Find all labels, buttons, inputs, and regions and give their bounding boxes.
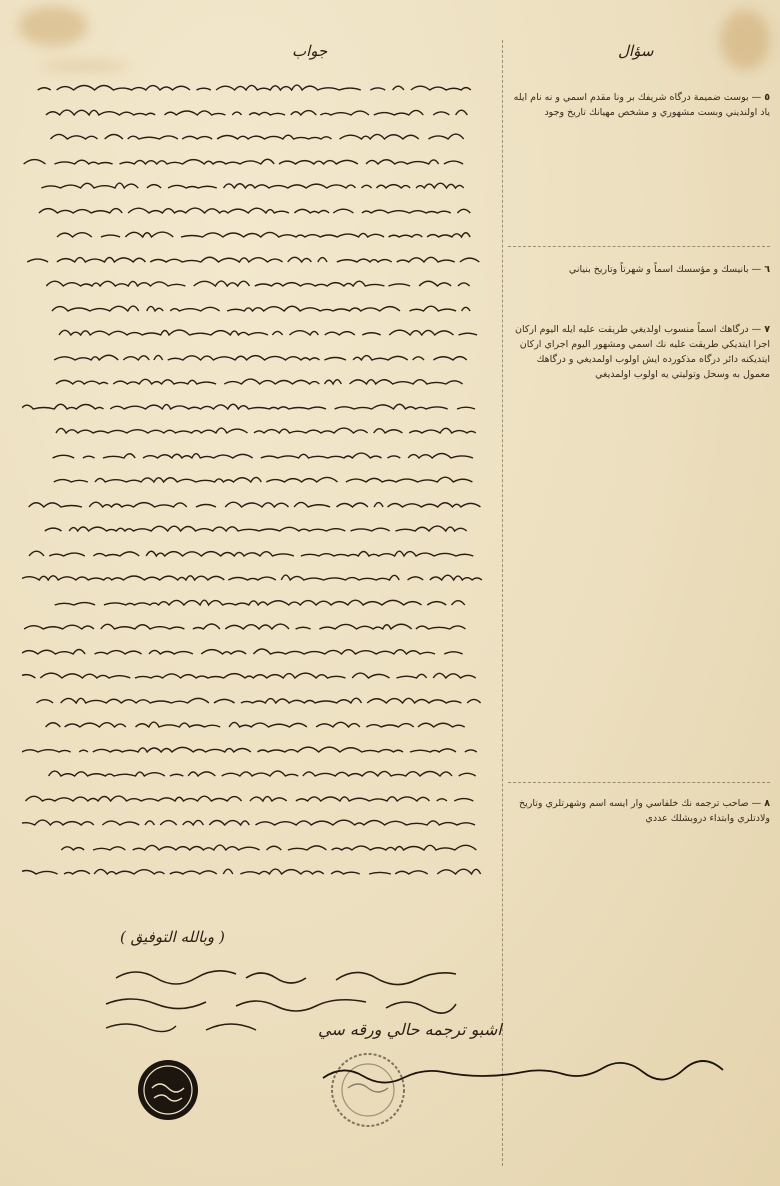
question-number: ٨ — [764, 798, 770, 809]
ink-seal — [136, 1058, 200, 1122]
handwritten-line — [22, 715, 496, 737]
handwritten-line — [22, 617, 496, 639]
handwritten-line — [22, 740, 496, 762]
handwritten-line — [22, 764, 496, 786]
question-text: — درگاهك اسماً منسوب اولديغي طريقت عليه ايله اليوم اركان اجرا ايتديكي طريقت عليه نك اسمي ومشهور اليوم اجراي اركان ايتديكنه دائر درگاه مذكورده ايش اولوب اولمديغي و درگاهك معمول به وسحل وتوليتي يه اولوب اولمديغي — [515, 324, 770, 380]
handwritten-line — [22, 568, 496, 590]
handwritten-line — [22, 348, 496, 370]
handwritten-line — [22, 78, 496, 100]
handwritten-line — [22, 225, 496, 247]
handwritten-line — [22, 103, 496, 125]
question-text: — بوست ضميمة درگاه شريفك بر ونا مقدم اسمي و نه نام ايله ياد اولنديني وبست مشهوري و مشخص مهيانك تاريخ وجود — [513, 92, 770, 118]
handwritten-line — [22, 372, 496, 394]
handwritten-line — [22, 299, 496, 321]
question-number: ٦ — [764, 264, 770, 275]
paper-stain — [40, 60, 130, 72]
question-number: ٧ — [764, 324, 770, 335]
handwritten-line — [22, 666, 496, 688]
question-7 — [512, 322, 770, 382]
question-8 — [512, 796, 770, 826]
handwritten-line — [22, 176, 496, 198]
handwritten-line — [22, 250, 496, 272]
question-5 — [512, 90, 770, 120]
faint-stamp — [328, 1050, 408, 1130]
handwritten-line — [22, 691, 496, 713]
question-text: — بانيسك و مؤسسك اسماً و شهرتاً وتاريخ بنياني — [568, 264, 762, 275]
handwritten-line — [22, 593, 496, 615]
handwritten-line — [22, 519, 496, 541]
paper-stain — [18, 6, 88, 46]
question-number: ٥ — [764, 92, 770, 103]
column-divider — [502, 40, 503, 1166]
handwritten-line — [22, 323, 496, 345]
handwritten-line — [22, 642, 496, 664]
handwritten-line — [22, 789, 496, 811]
question-6 — [512, 262, 770, 277]
handwritten-line — [22, 397, 496, 419]
answer-header: جواب — [292, 42, 328, 60]
question-text: — صاحب ترجمه نك خلفاسي وار ايسه اسم وشهرتلري وتاريخ ولادتلري وابتداء دروبشلك عددي — [519, 798, 770, 824]
handwritten-line — [22, 446, 496, 468]
question-header: سؤال — [618, 42, 654, 60]
paper-stain — [720, 10, 770, 70]
handwritten-line — [22, 201, 496, 223]
handwritten-line — [22, 127, 496, 149]
section-divider — [508, 782, 770, 783]
handwritten-line — [22, 421, 496, 443]
handwritten-line — [22, 862, 496, 884]
certification-line: اشبو ترجمه حالي ورقه سي — [318, 1020, 502, 1039]
handwritten-line — [22, 838, 496, 860]
handwritten-line — [22, 274, 496, 296]
handwritten-line — [22, 470, 496, 492]
handwritten-line — [22, 152, 496, 174]
closing-formula: ( وبالله التوفيق ) — [120, 928, 225, 946]
section-divider — [508, 246, 770, 247]
handwritten-line — [22, 544, 496, 566]
handwritten-line — [22, 495, 496, 517]
handwritten-line — [22, 813, 496, 835]
